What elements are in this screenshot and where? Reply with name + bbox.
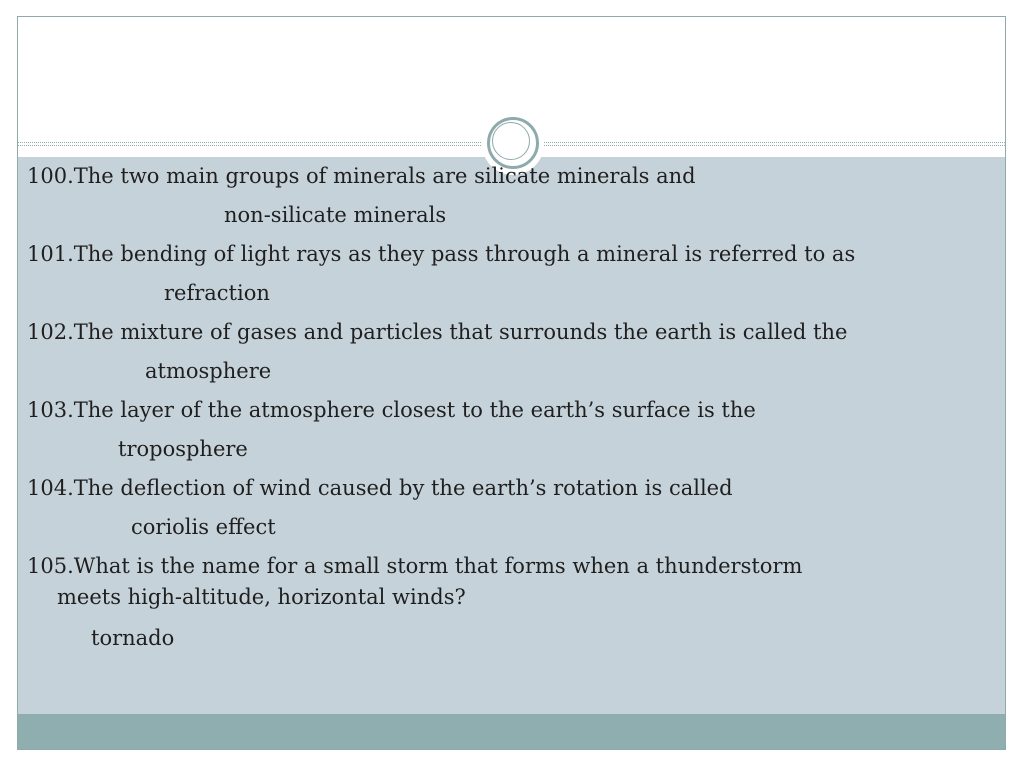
answer-102: atmosphere xyxy=(145,359,272,383)
footer-band xyxy=(18,714,1005,749)
answer-104: coriolis effect xyxy=(131,515,276,539)
question-104: 104.The deflection of wind caused by the earth’s rotation is called xyxy=(27,476,733,500)
answer-103: troposphere xyxy=(118,437,248,461)
question-102: 102.The mixture of gases and particles that surrounds the earth is called the xyxy=(27,320,848,344)
question-105-continued: meets high-altitude, horizontal winds? xyxy=(57,585,466,609)
circle-inner xyxy=(492,122,530,160)
answer-100: non-silicate minerals xyxy=(224,203,447,227)
question-105: 105.What is the name for a small storm that forms when a thunderstorm xyxy=(27,554,803,578)
question-100: 100.The two main groups of minerals are silicate minerals and xyxy=(27,164,696,188)
question-103: 103.The layer of the atmosphere closest to the earth’s surface is the xyxy=(27,398,756,422)
question-101: 101.The bending of light rays as they pass through a mineral is referred to as xyxy=(27,242,856,266)
answer-105: tornado xyxy=(91,626,175,650)
answer-101: refraction xyxy=(164,281,270,305)
